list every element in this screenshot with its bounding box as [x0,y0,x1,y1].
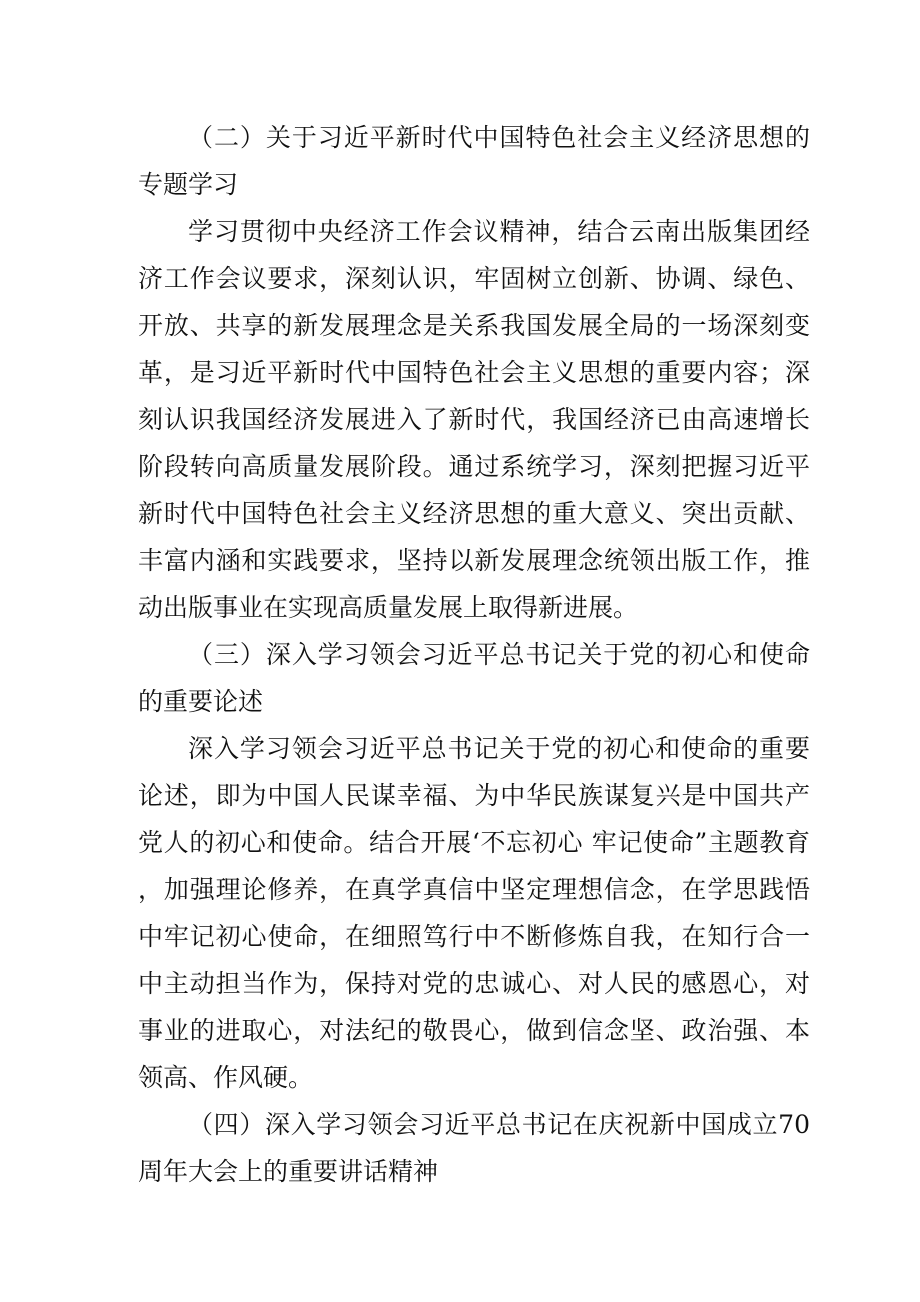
section-heading-2: （二）关于习近平新时代中国特色社会主义经济思想的专题学习 [138,123,810,199]
body-paragraph-economic-thought: 学习贯彻中央经济工作会议精神，结合云南出版集团经济工作会议要求，深刻认识，牢固树立创新、协调、绿色、开放、共享的新发展理念是关系我国发展全局的一场深刻变革，是习近平新时代中国特色社会主义思想的重要内容；深刻认识我国经济发展进入了新时代，我国经济已由高速增长阶段转向高质量发展阶段。通过系统学习，深刻把握习近平新时代中国特色社会主义经济思想的重大意义、突出贡献、丰富内涵和实践要求，坚持以新发展理念统领出版工作，推动出版事业在实现高质量发展上取得新进展。 [138,217,810,622]
document-body [138,114,810,1195]
body-paragraph-original-mission: 深入学习领会习近平总书记关于党的初心和使命的重要论述，即为中国人民谋幸福、为中华民族谋复兴是中国共产党人的初心和使命。结合开展‘不忘初心 牢记使命”主题教育，加强理论修养，在真学真信中坚定理想信念，在学思践悟中牢记初心使命，在细照笃行中不断修炼自我，在知行合一中主动担当作为，保持对党的忠诚心、对人民的感恩心，对事业的进取心，对法纪的敬畏心，做到信念坚、政治强、本领高、作风硬。 [138,734,810,1092]
section-heading-3: （三）深入学习领会习近平总书记关于党的初心和使命的重要论述 [138,640,810,716]
section-heading-4: （四）深入学习领会习近平总书记在庆祝新中国成立70周年大会上的重要讲话精神 [138,1110,810,1186]
